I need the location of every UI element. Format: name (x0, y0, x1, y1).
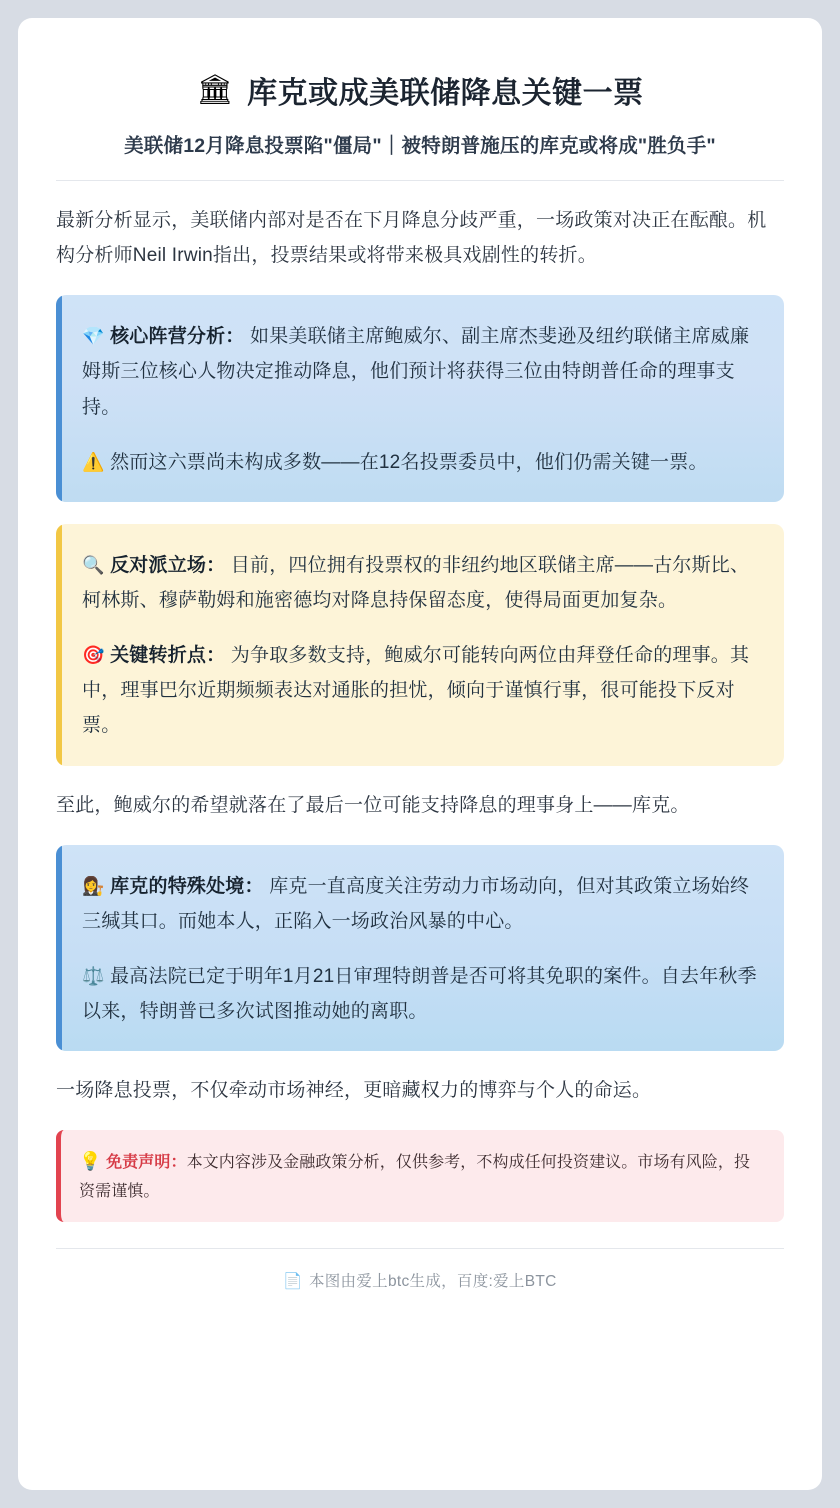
header-divider (56, 180, 784, 181)
callout-accent-bar (56, 524, 62, 766)
callout-paragraph (82, 959, 758, 1029)
callout-paragraph (82, 638, 758, 743)
callout-paragraph (82, 445, 758, 480)
outro-paragraph: 一场降息投票，不仅牵动市场神经，更暗藏权力的博弈与个人的命运。 (56, 1080, 652, 1102)
footer-divider (56, 1248, 784, 1249)
callout-core-camp (56, 295, 784, 502)
document-icon: 📄 (283, 1272, 303, 1290)
diamond-icon: 💎 (82, 326, 105, 347)
callout-lead: 核心阵营分析： (110, 326, 245, 348)
footer (50, 1269, 790, 1291)
callout-paragraph (82, 869, 758, 939)
disclaimer-label: 免责声明： (106, 1154, 187, 1172)
article-card (18, 18, 822, 1490)
callout-lead: 关键转折点： (110, 645, 226, 667)
page-title: 库克或成美联储降息关键一票 (247, 77, 644, 110)
callout-opposition (56, 524, 784, 766)
callout-lead: 库克的特殊处境： (110, 875, 264, 897)
callout-accent-bar (56, 295, 62, 502)
callout-lead: 反对派立场： (110, 554, 226, 576)
callout-text: 库克一直高度关注劳动力市场动向，但对其政策立场始终三缄其口。而她本人，正陷入一场政治风暴的中心。 (82, 875, 750, 932)
bulb-icon: 💡 (79, 1151, 102, 1172)
callout-text: 目前，四位拥有投票权的非纽约地区联储主席——古尔斯比、柯林斯、穆萨勒姆和施密德均对降息持保留态度，使得局面更加复杂。 (82, 554, 750, 611)
bank-icon: 🏛 (196, 73, 234, 106)
warning-icon: ⚠️ (82, 451, 105, 472)
intro-paragraph: 最新分析显示，美联储内部对是否在下月降息分歧严重，一场政策对决正在酝酿。机构分析师Neil Irwin指出，投票结果或将带来极具戏剧性的转折。 (56, 210, 767, 267)
magnifier-icon: 🔍 (82, 554, 105, 575)
article-header (50, 46, 790, 158)
callout-paragraph (82, 319, 758, 424)
page-subtitle: 美联储12月降息投票陷"僵局"｜被特朗普施压的库克或将成"胜负手" (124, 135, 716, 157)
callout-cook-situation (56, 845, 784, 1052)
title-row (50, 68, 790, 112)
scales-icon: ⚖️ (82, 965, 105, 986)
mid-paragraph: 至此，鲍威尔的希望就落在了最后一位可能支持降息的理事身上——库克。 (56, 794, 690, 816)
callout-text: 最高法院已定于明年1月21日审理特朗普是否可将其免职的案件。自去年秋季以来，特朗普已多次试图推动她的离职。 (82, 965, 757, 1023)
callout-accent-bar (56, 845, 62, 1052)
disclaimer-box (56, 1130, 784, 1222)
callout-text: 如果美联储主席鲍威尔、副主席杰斐逊及纽约联储主席威廉姆斯三位核心人物决定推动降息，他们预计将获得三位由特朗普任命的理事支持。 (82, 326, 750, 418)
judge-icon: 👩‍⚖️ (82, 875, 105, 896)
callout-paragraph (82, 548, 758, 618)
callout-text: 然而这六票尚未构成多数——在12名投票委员中，他们仍需关键一票。 (110, 451, 708, 473)
callout-text: 为争取多数支持，鲍威尔可能转向两位由拜登任命的理事。其中，理事巴尔近期频频表达对通胀的担忧，倾向于谨慎行事，很可能投下反对票。 (82, 645, 750, 737)
target-icon: 🎯 (82, 645, 105, 666)
footer-text: 本图由爱上btc生成，百度:爱上BTC (308, 1272, 557, 1290)
disclaimer-text: 本文内容涉及金融政策分析，仅供参考，不构成任何投资建议。市场有风险，投资需谨慎。 (79, 1154, 751, 1200)
